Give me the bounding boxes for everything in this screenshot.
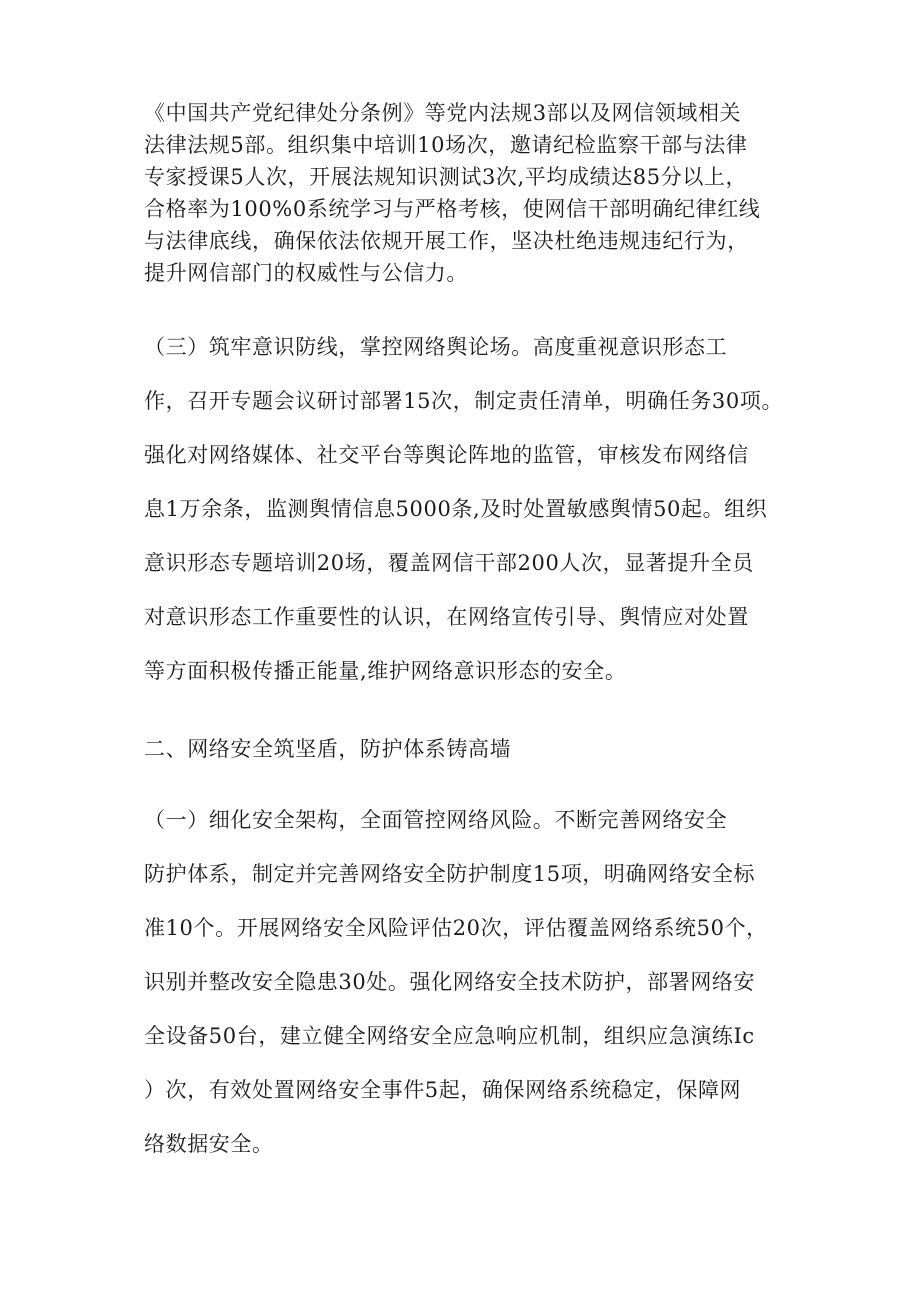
text-line: 《中国共产党纪律处分条例》等党内法规3部以及网信领域相关 bbox=[144, 101, 742, 125]
paragraph-ideology-defense bbox=[144, 320, 794, 698]
text-line: 法律法规5部。组织集中培训10场次，邀请纪检监察干部与法律 bbox=[144, 133, 748, 157]
paragraph-discipline-training bbox=[144, 97, 794, 289]
text-line: 强化对网络媒体、社交平台等舆论阵地的监管，审核发布网络信 bbox=[144, 443, 749, 467]
text-line: 息1万余条，监测舆情信息5000条,及时处置敏感舆情50起。组织 bbox=[144, 497, 768, 521]
text-line: 作，召开专题会议研讨部署15次，制定责任清单，明确任务30项。 bbox=[144, 389, 784, 413]
text-line: 提升网信部门的权威性与公信力。 bbox=[144, 261, 468, 285]
text-line: 专家授课5人次，开展法规知识测试3次,平均成绩达85分以上， bbox=[144, 165, 748, 189]
text-line: 意识形态专题培训20场，覆盖网信干部200人次，显著提升全员 bbox=[144, 551, 754, 575]
text-line: 合格率为100%0系统学习与严格考核，使网信干部明确纪律红线 bbox=[144, 197, 761, 221]
text-line: （一）细化安全架构，全面管控网络风险。不断完善网络安全 bbox=[144, 808, 728, 832]
text-line: 与法律底线，确保依法依规开展工作，坚决杜绝违规违纪行为， bbox=[144, 229, 749, 253]
text-line: 等方面积极传播正能量,维护网络意识形态的安全。 bbox=[144, 659, 627, 683]
text-line: （三）筑牢意识防线，掌控网络舆论场。高度重视意识形态工 bbox=[144, 335, 728, 359]
paragraph-security-architecture bbox=[144, 793, 794, 1171]
section-heading-text: 二、网络安全筑坚盾，防护体系铸高墙 bbox=[144, 737, 512, 761]
text-line: 准10个。开展网络安全风险评估20次，评估覆盖网络系统50个， bbox=[144, 916, 768, 940]
section-heading bbox=[144, 722, 794, 776]
text-line: 识别并整改安全隐患30处。强化网络安全技术防护，部署网络安 bbox=[144, 970, 756, 994]
text-line: 防护体系，制定并完善网络安全防护制度15项，明确网络安全标 bbox=[144, 862, 756, 886]
text-line: 络数据安全。 bbox=[144, 1132, 274, 1156]
text-line: 对意识形态工作重要性的认识，在网络宣传引导、舆情应对处置 bbox=[144, 605, 749, 629]
text-line: 全设备50台，建立健全网络安全应急响应机制，组织应急演练Ic bbox=[144, 1024, 755, 1048]
text-line: ）次，有效处置网络安全事件5起，确保网络系统稳定，保障网 bbox=[144, 1078, 742, 1102]
